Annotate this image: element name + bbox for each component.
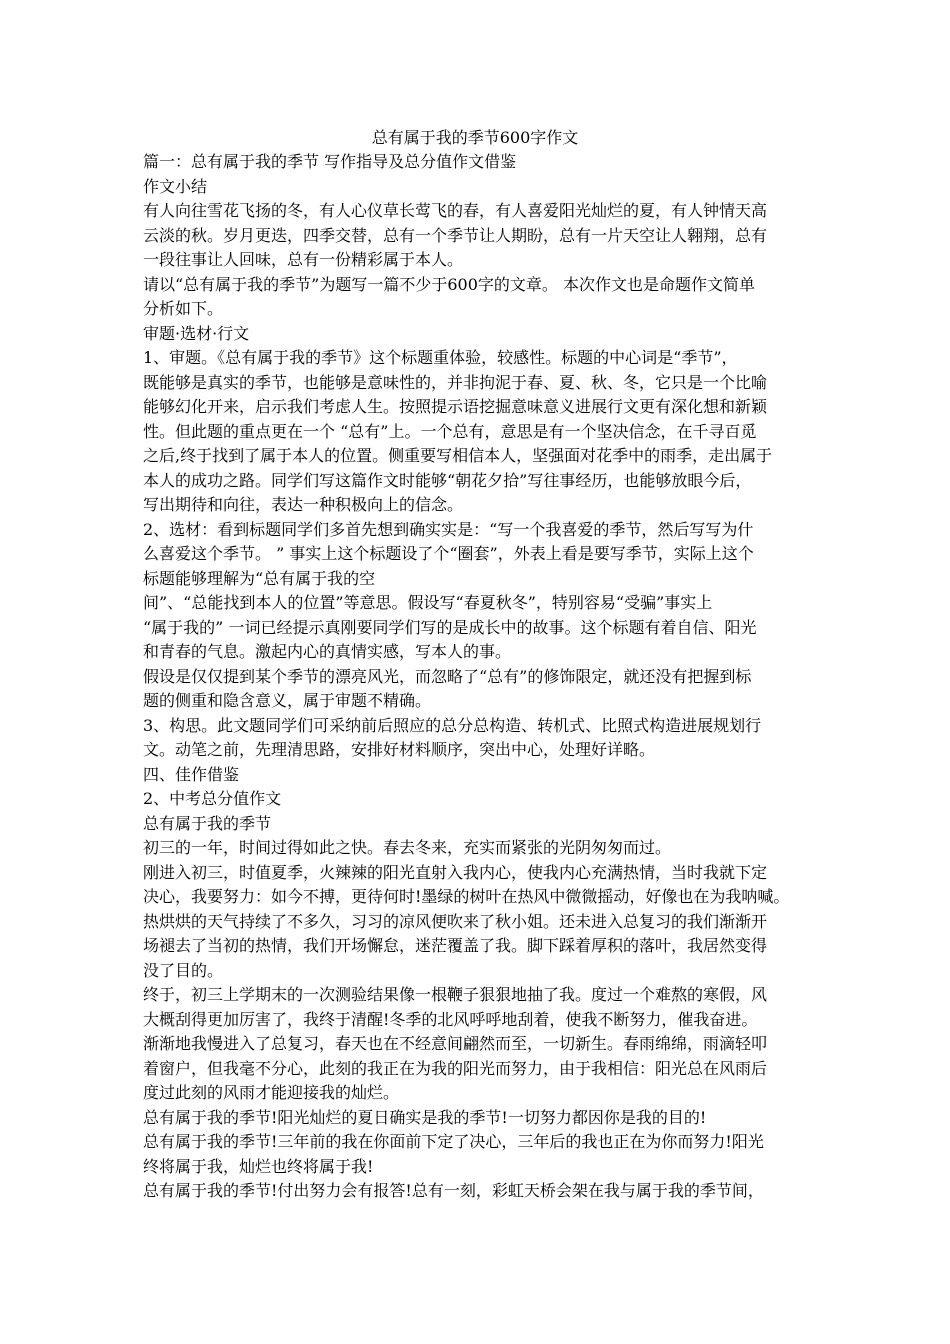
text-line: 作文小结 [143, 176, 208, 196]
document-body [143, 150, 823, 1204]
text-line: 2、中考总分值作文 [143, 789, 282, 808]
text-line: 写出期待和向往，表达一种积极向上的信念。 [143, 495, 464, 514]
text-line: 假设是仅仅提到某个季节的漂亮风光，而忽略了“总有”的修饰限定，就还没有把握到标 [143, 666, 752, 686]
text-line: 本人的成功之路。同学们写这篇作文时能够“朝花夕拾”写往事经历，也能够放眼今后， [143, 470, 752, 490]
text-line: 着窗户，但我毫不分心，此刻的我正在为我的阳光而努力，由于我相信：阳光总在风雨后 [143, 1058, 768, 1078]
text-line: 总有属于我的季节!阳光灿烂的夏日确实是我的季节!一切努力都因你是我的目的! [143, 1107, 707, 1127]
text-line: 度过此刻的风雨才能迎接我的灿烂。 [143, 1083, 400, 1102]
text-line: 渐渐地我慢进入了总复习，春天也在不经意间翩然而至，一切新生。春雨绵绵，雨滴轻叩 [143, 1034, 768, 1053]
text-line: 文。动笔之前，先理清思路，安排好材料顺序，突出中心，处理好详略。 [143, 740, 656, 759]
text-line: 没了目的。 [143, 960, 224, 980]
text-line: 间”、“总能找到本人的位置”等意思。假设写“春夏秋冬”，特别容易“受骗”事实上 [143, 593, 713, 612]
text-line: 终将属于我，灿烂也终将属于我! [143, 1156, 374, 1176]
text-line: 有人向往雪花飞扬的冬，有人心仪草长莺飞的春，有人喜爱阳光灿烂的夏，有人钟情天高 [143, 201, 768, 220]
text-line: 总有属于我的季节!付出努力会有报答!总有一刻，彩虹天桥会架在我与属于我的季节间， [143, 1181, 764, 1200]
text-line: 能够幻化开来，启示我们考虑人生。按照提示语挖掘意味意义进展行文更有深化想和新颖 [143, 397, 768, 416]
text-line: 总有属于我的季节 [143, 813, 272, 833]
text-line: 四、佳作借鉴 [143, 764, 240, 784]
text-line: 么喜爱这个季节。 ” 事实上这个标题设了个“圈套”，外表上看是要写季节，实际上这个 [143, 544, 754, 563]
text-line: 3、构思。此文题同学们可采纳前后照应的总分总构造、转机式、比照式构造进展规划行 [143, 715, 762, 735]
text-line: 场褪去了当初的热情，我们开场懈怠，迷茫覆盖了我。脚下踩着厚积的落叶，我居然变得 [143, 936, 768, 955]
text-line: 和青春的气息。激起内心的真情实感，写本人的事。 [143, 642, 512, 661]
text-line: 云淡的秋。岁月更迭，四季交替，总有一个季节让人期盼，总有一片天空让人翱翔，总有 [143, 225, 768, 245]
text-line: 初三的一年，时间过得如此之快。春去冬来，充实而紧张的光阴匆匆而过。 [143, 838, 672, 857]
text-line: 总有属于我的季节!三年前的我在你面前下定了决心，三年后的我也正在为你而努力!阳光 [143, 1132, 764, 1151]
text-line: “属于我的” 一词已经提示真刚要同学们写的是成长中的故事。这个标题有着自信、阳光 [143, 617, 757, 637]
text-line: 之后,终于找到了属于本人的位置。侧重要写相信本人，坚强面对花季中的雨季，走出属于 [143, 446, 773, 465]
text-line: 既能够是真实的季节，也能够是意味性的，并非拘泥于春、夏、秋、冬，它只是一个比喻 [143, 372, 768, 392]
text-line: 一段往事让人回味，总有一份精彩属于本人。 [143, 250, 464, 269]
text-line: 分析如下。 [143, 299, 224, 318]
text-line: 2、选材：看到标题同学们多首先想到确实实是：“写一个我喜爱的季节，然后写写为什 [143, 519, 754, 539]
text-line: 性。但此题的重点更在一个 “总有”上。一个总有，意思是有一个坚决信念，在千寻百觅 [143, 421, 757, 441]
text-line: 终于，初三上学期末的一次测验结果像一根鞭子狠狠地抽了我。度过一个难熬的寒假，风 [143, 985, 768, 1004]
text-line: 决心，我要努力：如今不搏，更待何时!墨绿的树叶在热风中微微摇动，好像也在为我呐喊。 [143, 887, 790, 906]
text-line: 审题·选材·行文 [143, 323, 250, 343]
text-line: 大概刮得更加厉害了，我终于清醒!冬季的北风呼呼地刮着，使我不断努力，催我奋进。 [143, 1009, 758, 1029]
text-line: 篇一：总有属于我的季节 写作指导及总分值作文借鉴 [143, 152, 517, 171]
text-line: 题的侧重和隐含意义，属于审题不精确。 [143, 691, 432, 710]
text-line: 刚进入初三，时值夏季，火辣辣的阳光直射入我内心，使我内心充满热情，当时我就下定 [143, 862, 768, 882]
document-title: 总有属于我的季节600字作文 [371, 128, 579, 147]
text-line: 请以“总有属于我的季节”为题写一篇不少于600字的文章。 本次作文也是命题作文简单 [143, 274, 755, 294]
text-line: 标题能够理解为“总有属于我的空 [143, 568, 376, 588]
text-line: 热烘烘的天气持续了不多久，习习的凉风便吹来了秋小姐。还未进入总复习的我们渐渐开 [143, 911, 768, 931]
text-line: 1、审题。《总有属于我的季节》这个标题重体验，较感性。标题的中心词是“季节”， [143, 348, 738, 367]
